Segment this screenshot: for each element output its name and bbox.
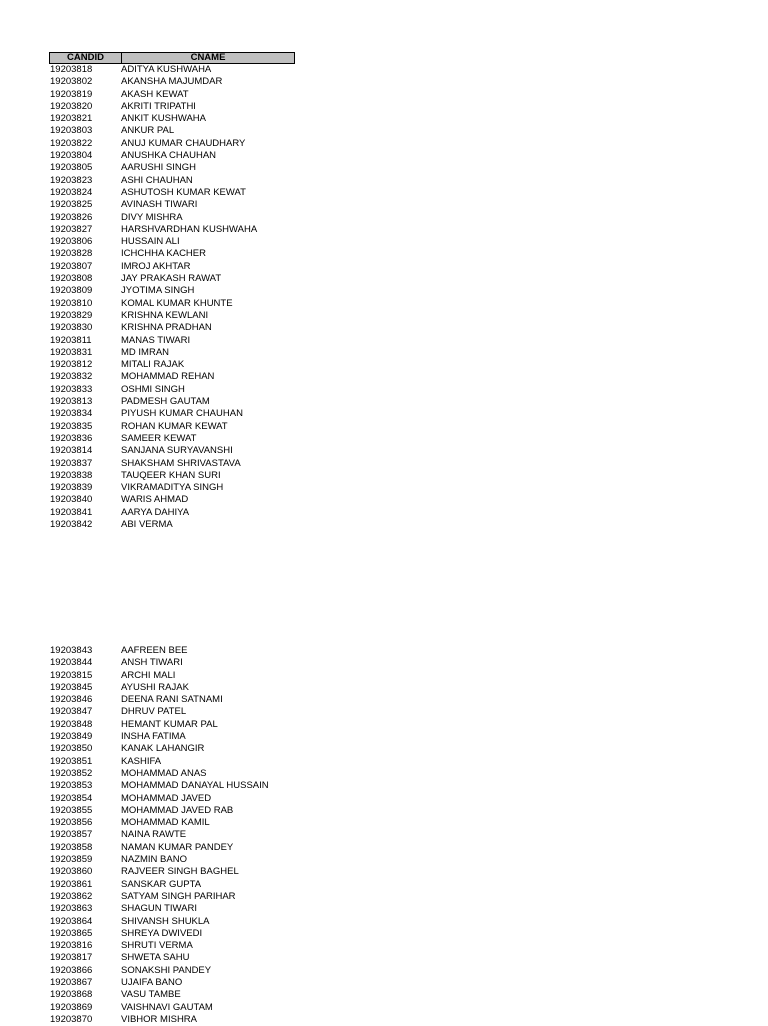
table-row — [49, 298, 295, 310]
candid-cell: 19203813 — [50, 396, 93, 408]
candid-cell: 19203838 — [50, 469, 93, 481]
table-row — [49, 310, 295, 322]
cname-cell: WARIS AHMAD — [121, 494, 189, 506]
cname-cell: AARYA DAHIYA — [121, 506, 190, 518]
cname-cell: AARUSHI SINGH — [121, 162, 196, 174]
cname-cell: MANAS TIWARI — [121, 334, 191, 346]
candid-cell: 19203804 — [50, 150, 93, 162]
cname-cell: MOHAMMAD ANAS — [121, 767, 207, 779]
table-row — [49, 670, 295, 682]
candid-cell: 19203817 — [50, 952, 93, 964]
table-row — [49, 384, 295, 396]
cname-cell: PADMESH GAUTAM — [121, 396, 210, 408]
candid-cell: 19203832 — [50, 371, 93, 383]
candid-cell: 19203868 — [50, 989, 93, 1001]
cname-cell: MOHAMMAD JAVED RAB — [121, 804, 234, 816]
table-row — [49, 125, 295, 137]
table-row — [49, 743, 295, 755]
table-row — [49, 89, 295, 101]
cname-cell: NAZMIN BANO — [121, 854, 187, 866]
table-row — [49, 248, 295, 260]
table-row — [49, 261, 295, 273]
table-row — [49, 285, 295, 297]
cname-cell: MITALI RAJAK — [121, 359, 185, 371]
candid-cell: 19203820 — [50, 100, 93, 112]
cname-cell: VIBHOR MISHRA — [121, 1013, 198, 1025]
table-row — [49, 519, 295, 531]
candid-cell: 19203833 — [50, 383, 93, 395]
cname-cell: KRISHNA PRADHAN — [121, 322, 212, 334]
cname-cell: SONAKSHI PANDEY — [121, 964, 212, 976]
table-row — [49, 768, 295, 780]
cname-cell: JYOTIMA SINGH — [121, 285, 195, 297]
candid-cell: 19203857 — [50, 829, 93, 841]
candid-cell: 19203841 — [50, 506, 93, 518]
candid-cell: 19203810 — [50, 297, 93, 309]
table-row — [49, 236, 295, 248]
candid-cell: 19203847 — [50, 706, 93, 718]
table-row — [49, 719, 295, 731]
table-row — [49, 866, 295, 878]
table-row — [49, 138, 295, 150]
cname-cell: ICHCHHA KACHER — [121, 248, 206, 260]
candid-cell: 19203828 — [50, 248, 93, 260]
table-row — [49, 706, 295, 718]
candid-cell: 19203852 — [50, 767, 93, 779]
table-row — [49, 347, 295, 359]
candid-cell: 19203846 — [50, 694, 93, 706]
candid-cell: 19203827 — [50, 223, 93, 235]
candid-cell: 19203851 — [50, 755, 93, 767]
candid-cell: 19203819 — [50, 88, 93, 100]
cname-cell: VASU TAMBE — [121, 989, 181, 1001]
cname-cell: MD IMRAN — [121, 346, 170, 358]
table-row — [49, 408, 295, 420]
cname-cell: KRISHNA KEWLANI — [121, 309, 209, 321]
table-row — [49, 359, 295, 371]
candid-cell: 19203802 — [50, 76, 93, 88]
candid-cell: 19203840 — [50, 494, 93, 506]
candid-cell: 19203809 — [50, 285, 93, 297]
cname-cell: INSHA FATIMA — [121, 731, 186, 743]
table-row — [49, 335, 295, 347]
candidate-table-top — [49, 52, 295, 531]
candid-cell: 19203805 — [50, 162, 93, 174]
candid-cell: 19203806 — [50, 236, 93, 248]
cname-cell: DEENA RANI SATNAMI — [121, 694, 223, 706]
table-row — [49, 756, 295, 768]
candidate-table-bottom — [49, 645, 295, 1026]
candid-cell: 19203834 — [50, 408, 93, 420]
cname-cell: SANSKAR GUPTA — [121, 878, 202, 890]
candid-cell: 19203814 — [50, 445, 93, 457]
cname-cell: ANKUR PAL — [121, 125, 175, 137]
table-row — [49, 780, 295, 792]
cname-cell: MOHAMMAD DANAYAL HUSSAIN — [121, 780, 269, 792]
table-row — [49, 273, 295, 285]
cname-cell: ARCHI MALI — [121, 669, 176, 681]
candid-cell: 19203861 — [50, 878, 93, 890]
candid-cell: 19203864 — [50, 915, 93, 927]
candid-cell: 19203845 — [50, 681, 93, 693]
cname-cell: PIYUSH KUMAR CHAUHAN — [121, 408, 243, 420]
table-row — [49, 76, 295, 88]
candid-cell: 19203858 — [50, 841, 93, 853]
candid-cell: 19203826 — [50, 211, 93, 223]
cname-cell: SHAGUN TIWARI — [121, 903, 198, 915]
table-row — [49, 458, 295, 470]
cname-cell: DIVY MISHRA — [121, 211, 183, 223]
column-header-candid: CANDID — [50, 53, 122, 63]
cname-cell: MOHAMMAD KAMIL — [121, 817, 210, 829]
cname-cell: VAISHNAVI GAUTAM — [121, 1001, 213, 1013]
table-row — [49, 952, 295, 964]
candid-cell: 19203830 — [50, 322, 93, 334]
cname-cell: SANJANA SURYAVANSHI — [121, 445, 233, 457]
cname-cell: NAMAN KUMAR PANDEY — [121, 841, 234, 853]
cname-cell: DHRUV PATEL — [121, 706, 187, 718]
candid-cell: 19203870 — [50, 1013, 93, 1025]
candid-cell: 19203829 — [50, 309, 93, 321]
candid-cell: 19203822 — [50, 137, 93, 149]
table-row — [49, 645, 295, 657]
table-row — [49, 113, 295, 125]
table-row — [49, 682, 295, 694]
table-row — [49, 150, 295, 162]
table-row — [49, 829, 295, 841]
table-row — [49, 175, 295, 187]
table-row — [49, 817, 295, 829]
table-row — [49, 470, 295, 482]
table-row — [49, 842, 295, 854]
table-row — [49, 445, 295, 457]
candid-cell: 19203823 — [50, 174, 93, 186]
candid-cell: 19203848 — [50, 718, 93, 730]
cname-cell: KOMAL KUMAR KHUNTE — [121, 297, 233, 309]
candid-cell: 19203843 — [50, 645, 93, 656]
cname-cell: HUSSAIN ALI — [121, 236, 180, 248]
table-row — [49, 805, 295, 817]
table-row — [49, 903, 295, 915]
candid-cell: 19203835 — [50, 420, 93, 432]
cname-cell: SHIVANSH SHUKLA — [121, 915, 210, 927]
table-row — [49, 433, 295, 445]
candid-cell: 19203856 — [50, 817, 93, 829]
candid-cell: 19203860 — [50, 866, 93, 878]
candid-cell: 19203862 — [50, 890, 93, 902]
candid-cell: 19203808 — [50, 273, 93, 285]
table-row — [49, 1014, 295, 1026]
candid-cell: 19203849 — [50, 731, 93, 743]
cname-cell: SHREYA DWIVEDI — [121, 927, 203, 939]
table-row — [49, 965, 295, 977]
candid-cell: 19203853 — [50, 780, 93, 792]
table-row — [49, 322, 295, 334]
cname-cell: ASHUTOSH KUMAR KEWAT — [121, 186, 246, 198]
cname-cell: HEMANT KUMAR PAL — [121, 718, 218, 730]
candid-cell: 19203863 — [50, 903, 93, 915]
cname-cell: ABI VERMA — [121, 518, 173, 530]
candid-cell: 19203850 — [50, 743, 93, 755]
table-row — [49, 187, 295, 199]
cname-cell: AKRITI TRIPATHI — [121, 100, 196, 112]
cname-cell: NAINA RAWTE — [121, 829, 187, 841]
table-row — [49, 793, 295, 805]
table-row — [49, 657, 295, 669]
table-row — [49, 989, 295, 1001]
candid-cell: 19203836 — [50, 432, 93, 444]
table-header-row — [49, 52, 295, 64]
cname-cell: JAY PRAKASH RAWAT — [121, 273, 222, 285]
cname-cell: SHWETA SAHU — [121, 952, 190, 964]
candid-cell: 19203865 — [50, 927, 93, 939]
cname-cell: AVINASH TIWARI — [121, 199, 198, 211]
cname-cell: MOHAMMAD JAVED — [121, 792, 212, 804]
candid-cell: 19203842 — [50, 518, 93, 530]
candid-cell: 19203854 — [50, 792, 93, 804]
candid-cell: 19203869 — [50, 1001, 93, 1013]
table-rows-bottom — [49, 645, 295, 1026]
candid-cell: 19203824 — [50, 186, 93, 198]
candid-cell: 19203825 — [50, 199, 93, 211]
table-row — [49, 421, 295, 433]
cname-cell: ADITYA KUSHWAHA — [121, 64, 212, 75]
candid-cell: 19203867 — [50, 977, 93, 989]
table-row — [49, 1002, 295, 1014]
table-row — [49, 928, 295, 940]
cname-cell: IMROJ AKHTAR — [121, 260, 191, 272]
table-row — [49, 101, 295, 113]
cname-cell: KASHIFA — [121, 755, 162, 767]
candid-cell: 19203839 — [50, 482, 93, 494]
candid-cell: 19203812 — [50, 359, 93, 371]
table-row — [49, 482, 295, 494]
cname-cell: AAFREEN BEE — [121, 645, 188, 656]
table-row — [49, 694, 295, 706]
cname-cell: SHRUTI VERMA — [121, 940, 193, 952]
cname-cell: ROHAN KUMAR KEWAT — [121, 420, 228, 432]
candid-cell: 19203844 — [50, 657, 93, 669]
table-rows-top — [49, 64, 295, 531]
candid-cell: 19203803 — [50, 125, 93, 137]
candid-cell: 19203815 — [50, 669, 93, 681]
cname-cell: SAMEER KEWAT — [121, 432, 197, 444]
table-row — [49, 199, 295, 211]
cname-cell: ANSH TIWARI — [121, 657, 183, 669]
candid-cell: 19203831 — [50, 346, 93, 358]
cname-cell: RAJVEER SINGH BAGHEL — [121, 866, 239, 878]
cname-cell: HARSHVARDHAN KUSHWAHA — [121, 223, 258, 235]
candid-cell: 19203816 — [50, 940, 93, 952]
cname-cell: SATYAM SINGH PARIHAR — [121, 890, 236, 902]
table-row — [49, 940, 295, 952]
table-row — [49, 371, 295, 383]
table-row — [49, 396, 295, 408]
table-row — [49, 731, 295, 743]
candid-cell: 19203866 — [50, 964, 93, 976]
cname-cell: VIKRAMADITYA SINGH — [121, 482, 224, 494]
candid-cell: 19203818 — [50, 64, 93, 75]
cname-cell: ANUSHKA CHAUHAN — [121, 150, 217, 162]
candid-cell: 19203855 — [50, 804, 93, 816]
table-row — [49, 879, 295, 891]
cname-cell: KANAK LAHANGIR — [121, 743, 205, 755]
cname-cell: MOHAMMAD REHAN — [121, 371, 215, 383]
candid-cell: 19203807 — [50, 260, 93, 272]
cname-cell: ASHI CHAUHAN — [121, 174, 193, 186]
table-row — [49, 854, 295, 866]
cname-cell: AKASH KEWAT — [121, 88, 189, 100]
candid-cell: 19203811 — [50, 334, 92, 346]
table-row — [49, 212, 295, 224]
table-row — [49, 162, 295, 174]
table-row — [49, 507, 295, 519]
cname-cell: SHAKSHAM SHRIVASTAVA — [121, 457, 241, 469]
candid-cell: 19203821 — [50, 113, 93, 125]
cname-cell: AKANSHA MAJUMDAR — [121, 76, 223, 88]
cname-cell: UJAIFA BANO — [121, 977, 183, 989]
table-row — [49, 891, 295, 903]
table-row — [49, 977, 295, 989]
table-row — [49, 916, 295, 928]
cname-cell: OSHMI SINGH — [121, 383, 185, 395]
cname-cell: AYUSHI RAJAK — [121, 681, 189, 693]
cname-cell: ANUJ KUMAR CHAUDHARY — [121, 137, 246, 149]
candid-cell: 19203859 — [50, 854, 93, 866]
table-row — [49, 224, 295, 236]
candid-cell: 19203837 — [50, 457, 93, 469]
cname-cell: TAUQEER KHAN SURI — [121, 469, 221, 481]
table-row — [49, 494, 295, 506]
column-header-cname: CNAME — [190, 52, 226, 63]
table-row — [49, 64, 295, 76]
cname-cell: ANKIT KUSHWAHA — [121, 113, 206, 125]
